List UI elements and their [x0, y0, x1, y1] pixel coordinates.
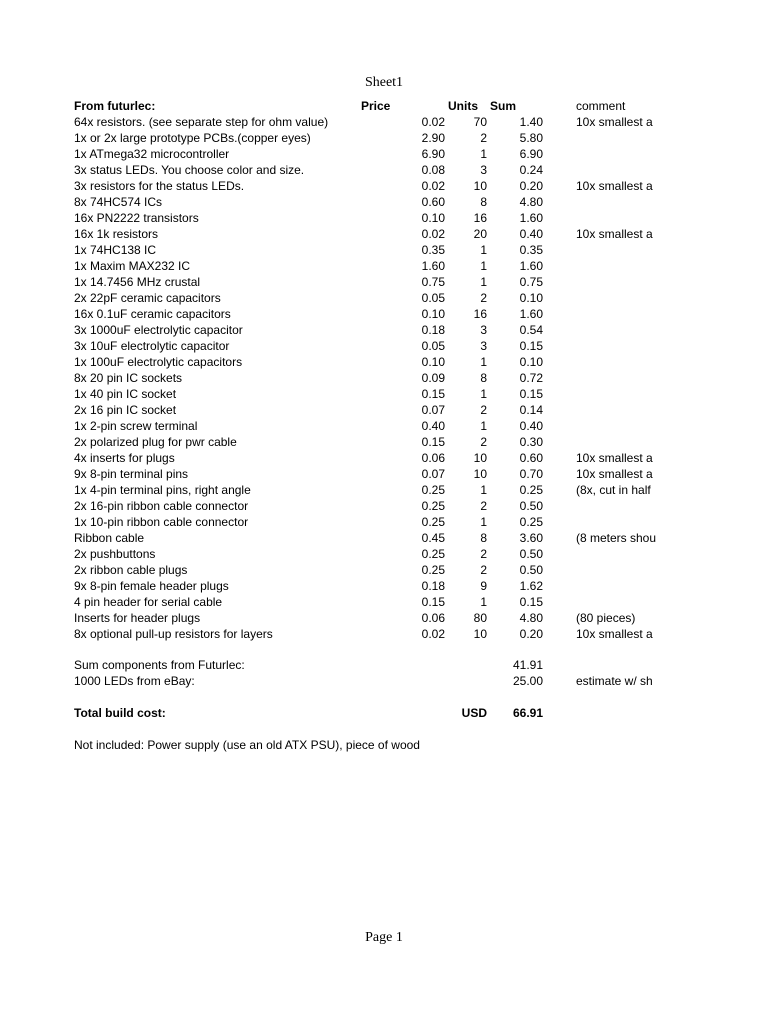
item-name: 1x 4-pin terminal pins, right angle [74, 483, 251, 497]
item-price: 0.25 [421, 515, 445, 529]
item-price: 0.15 [421, 595, 445, 609]
sheet-title: Sheet1 [364, 75, 404, 90]
item-sum: 0.72 [519, 371, 543, 385]
table-row [0, 130, 768, 146]
item-units: 8 [480, 371, 487, 385]
summary-sum: 41.91 [512, 658, 543, 672]
item-units: 10 [473, 451, 487, 465]
item-name: 64x resistors. (see separate step for ohm value) [74, 115, 329, 129]
item-sum: 0.70 [519, 467, 543, 481]
item-name: 2x pushbuttons [74, 547, 156, 561]
item-price: 0.07 [421, 467, 445, 481]
item-name: 9x 8-pin terminal pins [74, 467, 189, 481]
item-units: 2 [480, 563, 487, 577]
item-name: Inserts for header plugs [74, 611, 201, 625]
item-name: 3x 10uF electrolytic capacitor [74, 339, 230, 353]
table-row [0, 306, 768, 322]
total-row [0, 705, 768, 721]
item-sum: 0.14 [519, 403, 543, 417]
item-sum: 0.50 [519, 499, 543, 513]
table-row [0, 114, 768, 130]
item-units: 1 [480, 259, 487, 273]
item-sum: 0.50 [519, 547, 543, 561]
table-row [0, 450, 768, 466]
item-sum: 5.80 [519, 131, 543, 145]
item-sum: 1.40 [519, 115, 543, 129]
item-units: 80 [473, 611, 487, 625]
table-row [0, 482, 768, 498]
item-sum: 0.75 [519, 275, 543, 289]
item-sum: 0.15 [519, 387, 543, 401]
item-units: 1 [480, 275, 487, 289]
table-row [0, 274, 768, 290]
item-price: 0.02 [421, 115, 445, 129]
item-price: 0.10 [421, 355, 445, 369]
item-name: 1x Maxim MAX232 IC [74, 259, 191, 273]
table-row [0, 290, 768, 306]
item-sum: 0.24 [519, 163, 543, 177]
item-price: 0.09 [421, 371, 445, 385]
item-sum: 0.40 [519, 419, 543, 433]
total-currency: USD [461, 706, 487, 720]
item-sum: 0.40 [519, 227, 543, 241]
note-text: Not included: Power supply (use an old ATX PSU), piece of wood [74, 738, 420, 752]
item-sum: 0.10 [519, 291, 543, 305]
item-units: 1 [480, 483, 487, 497]
item-comment: 10x smallest a [576, 627, 653, 641]
item-name: 1x or 2x large prototype PCBs.(copper eyes) [74, 131, 311, 145]
item-units: 70 [473, 115, 487, 129]
item-sum: 1.60 [519, 259, 543, 273]
item-comment: (8x, cut in half [576, 483, 651, 497]
table-header [0, 98, 768, 114]
item-price: 0.25 [421, 563, 445, 577]
item-comment: (8 meters shou [576, 531, 657, 545]
item-units: 1 [480, 243, 487, 257]
item-price: 0.02 [421, 627, 445, 641]
summary-row [0, 657, 768, 673]
item-comment: (80 pieces) [576, 611, 636, 625]
table-row [0, 322, 768, 338]
item-comment: 10x smallest a [576, 179, 653, 193]
table-row [0, 146, 768, 162]
item-name: 1x 14.7456 MHz crustal [74, 275, 201, 289]
summary-label: Sum components from Futurlec: [74, 658, 245, 672]
item-sum: 1.60 [519, 211, 543, 225]
item-units: 8 [480, 531, 487, 545]
note-row [0, 737, 768, 753]
item-units: 2 [480, 131, 487, 145]
item-price: 0.15 [421, 435, 445, 449]
item-name: 2x 22pF ceramic capacitors [74, 291, 221, 305]
item-name: 3x status LEDs. You choose color and size. [74, 163, 305, 177]
item-sum: 0.20 [519, 627, 543, 641]
table-row [0, 514, 768, 530]
item-sum: 4.80 [519, 195, 543, 209]
summary-comment: estimate w/ sh [576, 674, 653, 688]
item-price: 0.60 [421, 195, 445, 209]
item-sum: 0.30 [519, 435, 543, 449]
item-comment: 10x smallest a [576, 227, 653, 241]
table-row [0, 578, 768, 594]
item-sum: 0.25 [519, 483, 543, 497]
table-row [0, 226, 768, 242]
item-price: 1.60 [421, 259, 445, 273]
item-sum: 0.60 [519, 451, 543, 465]
item-name: Ribbon cable [74, 531, 145, 545]
item-name: 1x ATmega32 microcontroller [74, 147, 230, 161]
item-units: 10 [473, 179, 487, 193]
item-price: 0.10 [421, 211, 445, 225]
table-row [0, 178, 768, 194]
item-units: 16 [473, 307, 487, 321]
header-item: From futurlec: [74, 99, 156, 113]
item-price: 0.25 [421, 499, 445, 513]
summary-sum: 25.00 [512, 674, 543, 688]
item-name: 2x 16-pin ribbon cable connector [74, 499, 249, 513]
item-units: 2 [480, 291, 487, 305]
item-name: 4x inserts for plugs [74, 451, 175, 465]
item-comment: 10x smallest a [576, 115, 653, 129]
item-price: 0.35 [421, 243, 445, 257]
item-name: 16x 1k resistors [74, 227, 159, 241]
item-units: 2 [480, 547, 487, 561]
item-units: 1 [480, 595, 487, 609]
item-price: 0.08 [421, 163, 445, 177]
item-name: 2x ribbon cable plugs [74, 563, 188, 577]
item-price: 0.40 [421, 419, 445, 433]
item-price: 0.75 [421, 275, 445, 289]
item-units: 2 [480, 403, 487, 417]
item-price: 0.02 [421, 227, 445, 241]
item-sum: 0.35 [519, 243, 543, 257]
summary-row [0, 673, 768, 689]
item-price: 0.45 [421, 531, 445, 545]
item-price: 0.10 [421, 307, 445, 321]
table-row [0, 466, 768, 482]
item-name: 8x optional pull-up resistors for layers [74, 627, 273, 641]
item-sum: 0.54 [519, 323, 543, 337]
item-name: 3x 1000uF electrolytic capacitor [74, 323, 243, 337]
item-name: 9x 8-pin female header plugs [74, 579, 229, 593]
item-price: 0.07 [421, 403, 445, 417]
item-price: 0.06 [421, 611, 445, 625]
item-sum: 0.15 [519, 595, 543, 609]
item-name: 1x 40 pin IC socket [74, 387, 177, 401]
item-sum: 6.90 [519, 147, 543, 161]
item-price: 0.02 [421, 179, 445, 193]
item-sum: 4.80 [519, 611, 543, 625]
summary-label: 1000 LEDs from eBay: [74, 674, 195, 688]
item-price: 0.05 [421, 291, 445, 305]
table-row [0, 562, 768, 578]
item-price: 2.90 [421, 131, 445, 145]
item-units: 1 [480, 387, 487, 401]
item-sum: 0.50 [519, 563, 543, 577]
item-comment: 10x smallest a [576, 451, 653, 465]
item-sum: 0.15 [519, 339, 543, 353]
total-sum: 66.91 [512, 706, 543, 720]
item-name: 2x polarized plug for pwr cable [74, 435, 237, 449]
item-units: 2 [480, 435, 487, 449]
item-name: 4 pin header for serial cable [74, 595, 223, 609]
item-price: 0.25 [421, 483, 445, 497]
table-row [0, 530, 768, 546]
item-name: 1x 10-pin ribbon cable connector [74, 515, 249, 529]
item-units: 2 [480, 499, 487, 513]
table-row [0, 434, 768, 450]
item-name: 1x 100uF electrolytic capacitors [74, 355, 243, 369]
item-name: 16x PN2222 transistors [74, 211, 199, 225]
item-units: 1 [480, 515, 487, 529]
table-row [0, 498, 768, 514]
item-name: 1x 74HC138 IC [74, 243, 157, 257]
table-row [0, 402, 768, 418]
item-units: 3 [480, 163, 487, 177]
item-comment: 10x smallest a [576, 467, 653, 481]
header-sum: Sum [490, 99, 517, 113]
item-sum: 0.20 [519, 179, 543, 193]
item-price: 0.18 [421, 579, 445, 593]
item-sum: 0.10 [519, 355, 543, 369]
item-name: 3x resistors for the status LEDs. [74, 179, 245, 193]
item-units: 9 [480, 579, 487, 593]
item-name: 8x 20 pin IC sockets [74, 371, 183, 385]
item-units: 1 [480, 419, 487, 433]
item-units: 20 [473, 227, 487, 241]
item-units: 10 [473, 627, 487, 641]
table-row [0, 258, 768, 274]
table-row [0, 610, 768, 626]
table-row [0, 546, 768, 562]
table-row [0, 210, 768, 226]
item-name: 1x 2-pin screw terminal [74, 419, 198, 433]
item-name: 16x 0.1uF ceramic capacitors [74, 307, 231, 321]
header-price: Price [361, 99, 391, 113]
item-units: 3 [480, 339, 487, 353]
item-units: 3 [480, 323, 487, 337]
page-number: Page 1 [365, 930, 403, 945]
item-price: 0.06 [421, 451, 445, 465]
table-row [0, 194, 768, 210]
item-units: 8 [480, 195, 487, 209]
item-price: 0.05 [421, 339, 445, 353]
item-sum: 0.25 [519, 515, 543, 529]
item-units: 1 [480, 355, 487, 369]
item-name: 8x 74HC574 ICs [74, 195, 163, 209]
item-price: 0.25 [421, 547, 445, 561]
table-row [0, 594, 768, 610]
item-price: 0.18 [421, 323, 445, 337]
item-units: 10 [473, 467, 487, 481]
table-row [0, 354, 768, 370]
item-sum: 1.60 [519, 307, 543, 321]
table-row [0, 338, 768, 354]
item-units: 1 [480, 147, 487, 161]
table-row [0, 370, 768, 386]
header-units: Units [448, 99, 478, 113]
table-row [0, 242, 768, 258]
table-row [0, 418, 768, 434]
item-price: 6.90 [421, 147, 445, 161]
item-sum: 1.62 [519, 579, 543, 593]
item-units: 16 [473, 211, 487, 225]
item-sum: 3.60 [519, 531, 543, 545]
header-comment: comment [576, 99, 626, 113]
table-row [0, 626, 768, 642]
item-price: 0.15 [421, 387, 445, 401]
table-row [0, 162, 768, 178]
table-row [0, 386, 768, 402]
item-name: 2x 16 pin IC socket [74, 403, 177, 417]
total-label: Total build cost: [74, 706, 166, 720]
